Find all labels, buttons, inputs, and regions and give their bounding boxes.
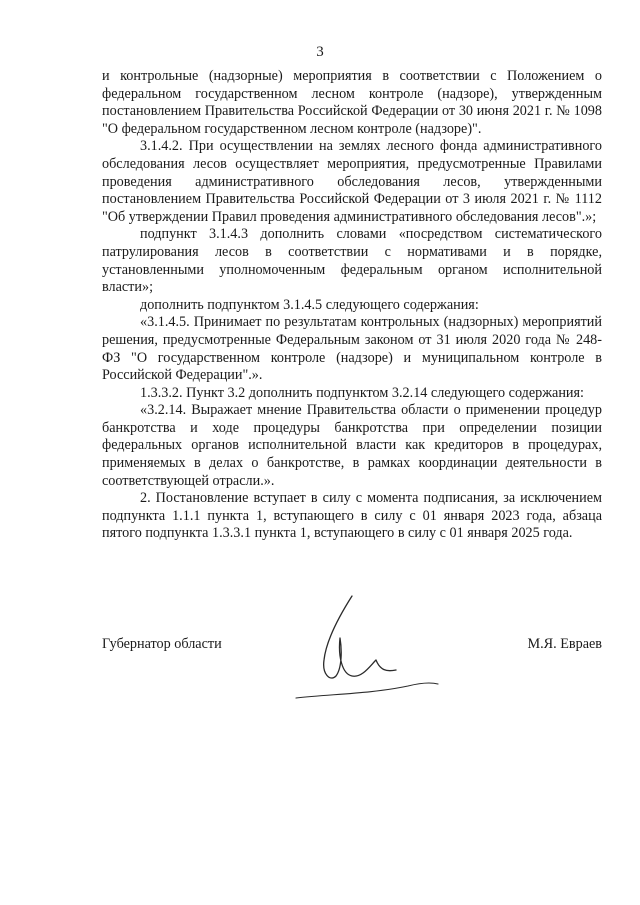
paragraph-4: дополнить подпунктом 3.1.4.5 следующего содержания: [140,296,479,313]
handwritten-signature [290,590,440,710]
page-number: 3 [316,44,324,60]
document-body [102,68,602,543]
paragraph-6: 1.3.3.2. Пункт 3.2 дополнить подпунктом 3.2.14 следующего содержания: [140,384,584,401]
paragraph-7: «3.2.14. Выражает мнение Правительства области о применении процедур банкротства и ходе процедуры банкротства при определении позиции федеральных органов исполнительной власти как кредиторов в процедурах, применяемых в делах о банкротстве, в рамках координации деятельности в соответствующей отрасли.». [102,402,602,489]
paragraph-8: 2. Постановление вступает в силу с момента подписания, за исключением подпункта 1.1.1 пункта 1, вступающего в силу с 01 января 2023 года, абзаца пятого подпункта 1.3.3.1 пункта 1, вступающего в силу с 01 января 2025 года. [102,490,602,542]
paragraph-3: подпункт 3.1.4.3 дополнить словами «посредством систематического патрулирования лесов в соответствии с нормативами и в порядке, установленными уполномоченным федеральным органом исполнительной власти»; [102,226,602,296]
paragraph-5: «3.1.4.5. Принимает по результатам контрольных (надзорных) мероприятий решения, предусмотренные Федеральным законом от 31 июля 2020 года № 248-ФЗ "О государственном контроле (надзоре) и муниципальном контроле в Российской Федерации".». [102,314,602,384]
paragraph-2: 3.1.4.2. При осуществлении на землях лесного фонда административного обследования лесов осуществляет мероприятия, предусмотренные Правилами проведения административного обследования лесов, утвержденными постановлением Правительства Российской Федерации от 3 июля 2021 г. № 1112 "Об утверждении Правил проведения административного обследования лесов".»; [102,138,602,225]
signer-name: М.Я. Евраев [527,636,602,652]
paragraph-1: и контрольные (надзорные) мероприятия в соответствии с Положением о федеральном государственном лесном контроле (надзоре), утвержденным постановлением Правительства Российской Федерации от 30 июня 2021 г. № 1098 "О федеральном государственном лесном контроле (надзоре)". [102,68,602,137]
signer-position: Губернатор области [102,636,222,652]
